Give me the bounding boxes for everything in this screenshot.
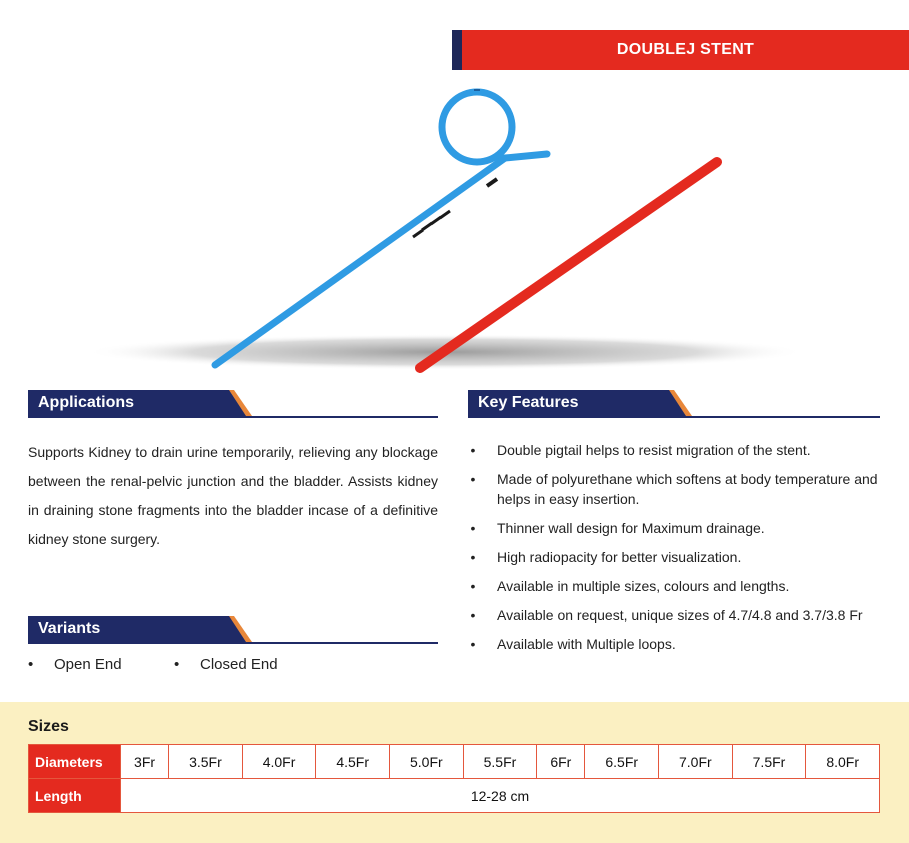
list-item: • Available on request, unique sizes of 4.7/4.8 and 3.7/3.8 Fr — [468, 605, 888, 625]
diameter-cell: 8.0Fr — [806, 745, 880, 779]
bullet-icon: • — [470, 549, 476, 565]
list-item: • Double pigtail helps to resist migration of the stent. — [468, 440, 888, 460]
page-title: DOUBLEJ STENT — [616, 41, 755, 58]
list-item: • Made of polyurethane which softens at body temperature and helps in easy insertion. — [468, 469, 888, 509]
key-features-header — [468, 390, 880, 420]
diameter-cell: 5.5Fr — [463, 745, 537, 779]
length-label: Length — [29, 779, 121, 813]
list-item: • Available in multiple sizes, colours and lengths. — [468, 576, 888, 596]
title-banner-edge — [452, 30, 462, 70]
stent-illustration — [0, 80, 909, 380]
list-item: • Thinner wall design for Maximum drainage. — [468, 518, 888, 538]
sizes-table — [28, 744, 880, 813]
bullet-icon: • — [470, 442, 476, 458]
applications-rule — [28, 416, 438, 418]
bullet-icon: • — [470, 520, 476, 536]
bullet-icon: • — [470, 471, 476, 487]
sizes-heading: Sizes — [28, 718, 69, 735]
blue-stent-icon — [215, 90, 547, 365]
bullet-icon: • — [28, 656, 34, 673]
bullet-icon: • — [470, 578, 476, 594]
sizes-section — [0, 702, 909, 843]
variants-rule — [28, 642, 438, 644]
length-value: 12-28 cm — [121, 779, 880, 813]
diameter-cell: 6Fr — [537, 745, 585, 779]
key-features-rule — [468, 416, 880, 418]
variant-closed-end: • Closed End — [174, 656, 278, 673]
diameter-cell: 7.5Fr — [732, 745, 806, 779]
orange-wedge-icon — [666, 390, 692, 416]
diameter-cell: 7.0Fr — [659, 745, 733, 779]
diameter-cell: 4.0Fr — [242, 745, 316, 779]
applications-heading: Applications — [28, 390, 226, 416]
table-row-diameters — [29, 745, 880, 779]
diameter-cell: 3Fr — [121, 745, 169, 779]
diameter-cell: 6.5Fr — [585, 745, 659, 779]
orange-wedge-icon — [226, 616, 252, 642]
bullet-icon: • — [470, 607, 476, 623]
applications-header — [28, 390, 438, 420]
list-item: • Available with Multiple loops. — [468, 634, 888, 654]
diameter-cell: 4.5Fr — [316, 745, 390, 779]
bullet-icon: • — [470, 636, 476, 652]
diameter-cell: 3.5Fr — [169, 745, 243, 779]
title-banner — [452, 30, 909, 70]
variant-open-end: • Open End — [28, 656, 122, 673]
list-item: • High radiopacity for better visualization. — [468, 547, 888, 567]
bullet-icon: • — [174, 656, 180, 673]
variants-heading: Variants — [28, 616, 226, 642]
variants-header — [28, 616, 438, 646]
table-row-length — [29, 779, 880, 813]
orange-wedge-icon — [226, 390, 252, 416]
diameters-label: Diameters — [29, 745, 121, 779]
key-features-heading: Key Features — [468, 390, 666, 416]
diameter-cell: 5.0Fr — [390, 745, 464, 779]
key-features-list — [468, 440, 888, 663]
applications-text: Supports Kidney to drain urine temporarily, relieving any blockage between the renal-pelvic junction and the bladder. Assists kidney in draining stone fragments into the bladder incase of a definitive kidney stone surgery. — [28, 444, 438, 547]
